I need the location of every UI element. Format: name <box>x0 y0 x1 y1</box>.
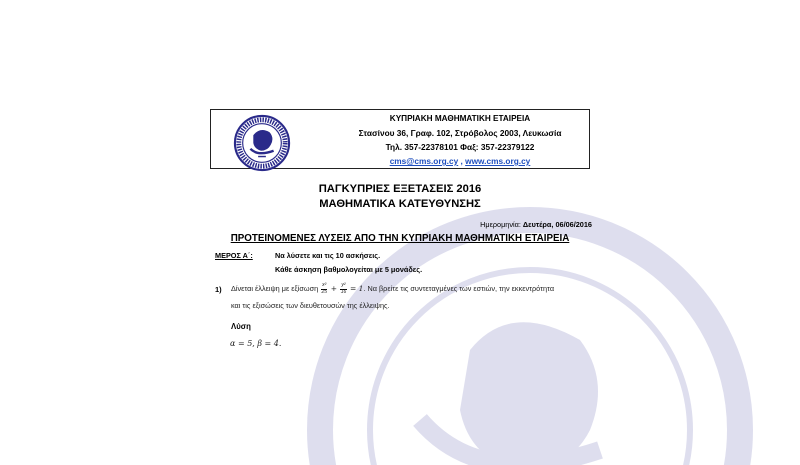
organization-info <box>290 112 630 168</box>
organization-name: ΚΥΠΡΙΑΚΗ ΜΑΘΗΜΑΤΙΚΗ ΕΤΑΙΡΕΙΑ <box>389 114 531 123</box>
part-a-instruction-2: Κάθε άσκηση βαθμολογείται με 5 μονάδες. <box>275 265 423 274</box>
plus-sign: + <box>328 283 340 293</box>
website-link[interactable]: www.cms.org.cy <box>465 156 531 166</box>
date-value: Δευτέρα, 06/06/2016 <box>522 220 592 229</box>
equals-one: = 1 <box>347 283 364 293</box>
part-a-label: ΜΕΡΟΣ Α΄: <box>215 251 253 260</box>
link-separator: , <box>458 156 466 166</box>
question-1-text-after: . Να βρείτε τις συντεταγμένες των εστιών, την εκκεντρότητα <box>363 283 555 293</box>
email-link[interactable]: cms@cms.org.cy <box>389 156 459 166</box>
solution-label: Λύση <box>231 322 251 331</box>
question-1-text <box>231 283 554 295</box>
solutions-title: ΠΡΟΤΕΙΝΟΜΕΝΕΣ ΛΥΣΕΙΣ ΑΠΟ ΤΗΝ ΚΥΠΡΙΑΚΗ ΜΑΘΗΜΑΤΙΚΗ ΕΤΑΙΡΕΙΑ <box>230 233 570 244</box>
part-a-instruction-1: Να λύσετε και τις 10 ασκήσεις. <box>275 251 381 260</box>
exam-subject: ΜΑΘΗΜΑΤΙΚΑ ΚΑΤΕΥΘΥΝΣΗΣ <box>319 198 481 210</box>
date-label: Ημερομηνία: <box>480 220 523 229</box>
question-1-text-before: Δίνεται έλλειψη με εξίσωση <box>231 283 321 293</box>
fraction-y: $\frac{\text{y²}}{16}$ <box>340 282 347 295</box>
society-logo-icon <box>233 114 291 172</box>
question-1-number: 1) <box>215 285 222 294</box>
fraction-x: $\frac{\text{x²}}{25}$ <box>321 282 328 295</box>
organization-address: Στασίνου 36, Γραφ. 102, Στρόβολος 2003, Λευκωσία <box>358 128 562 138</box>
exam-date <box>480 220 592 229</box>
exam-title: ΠΑΓΚΥΠΡΙΕΣ ΕΞΕΤΑΣΕΙΣ 2016 <box>318 183 482 195</box>
solution-math: α = 5, β = 4. <box>230 339 282 348</box>
question-1-text-line2: και τις εξισώσεις των διευθετουσών της έλλειψης. <box>231 301 390 310</box>
organization-phones: Τηλ. 357-22378101 Φαξ: 357-22379122 <box>385 142 535 152</box>
